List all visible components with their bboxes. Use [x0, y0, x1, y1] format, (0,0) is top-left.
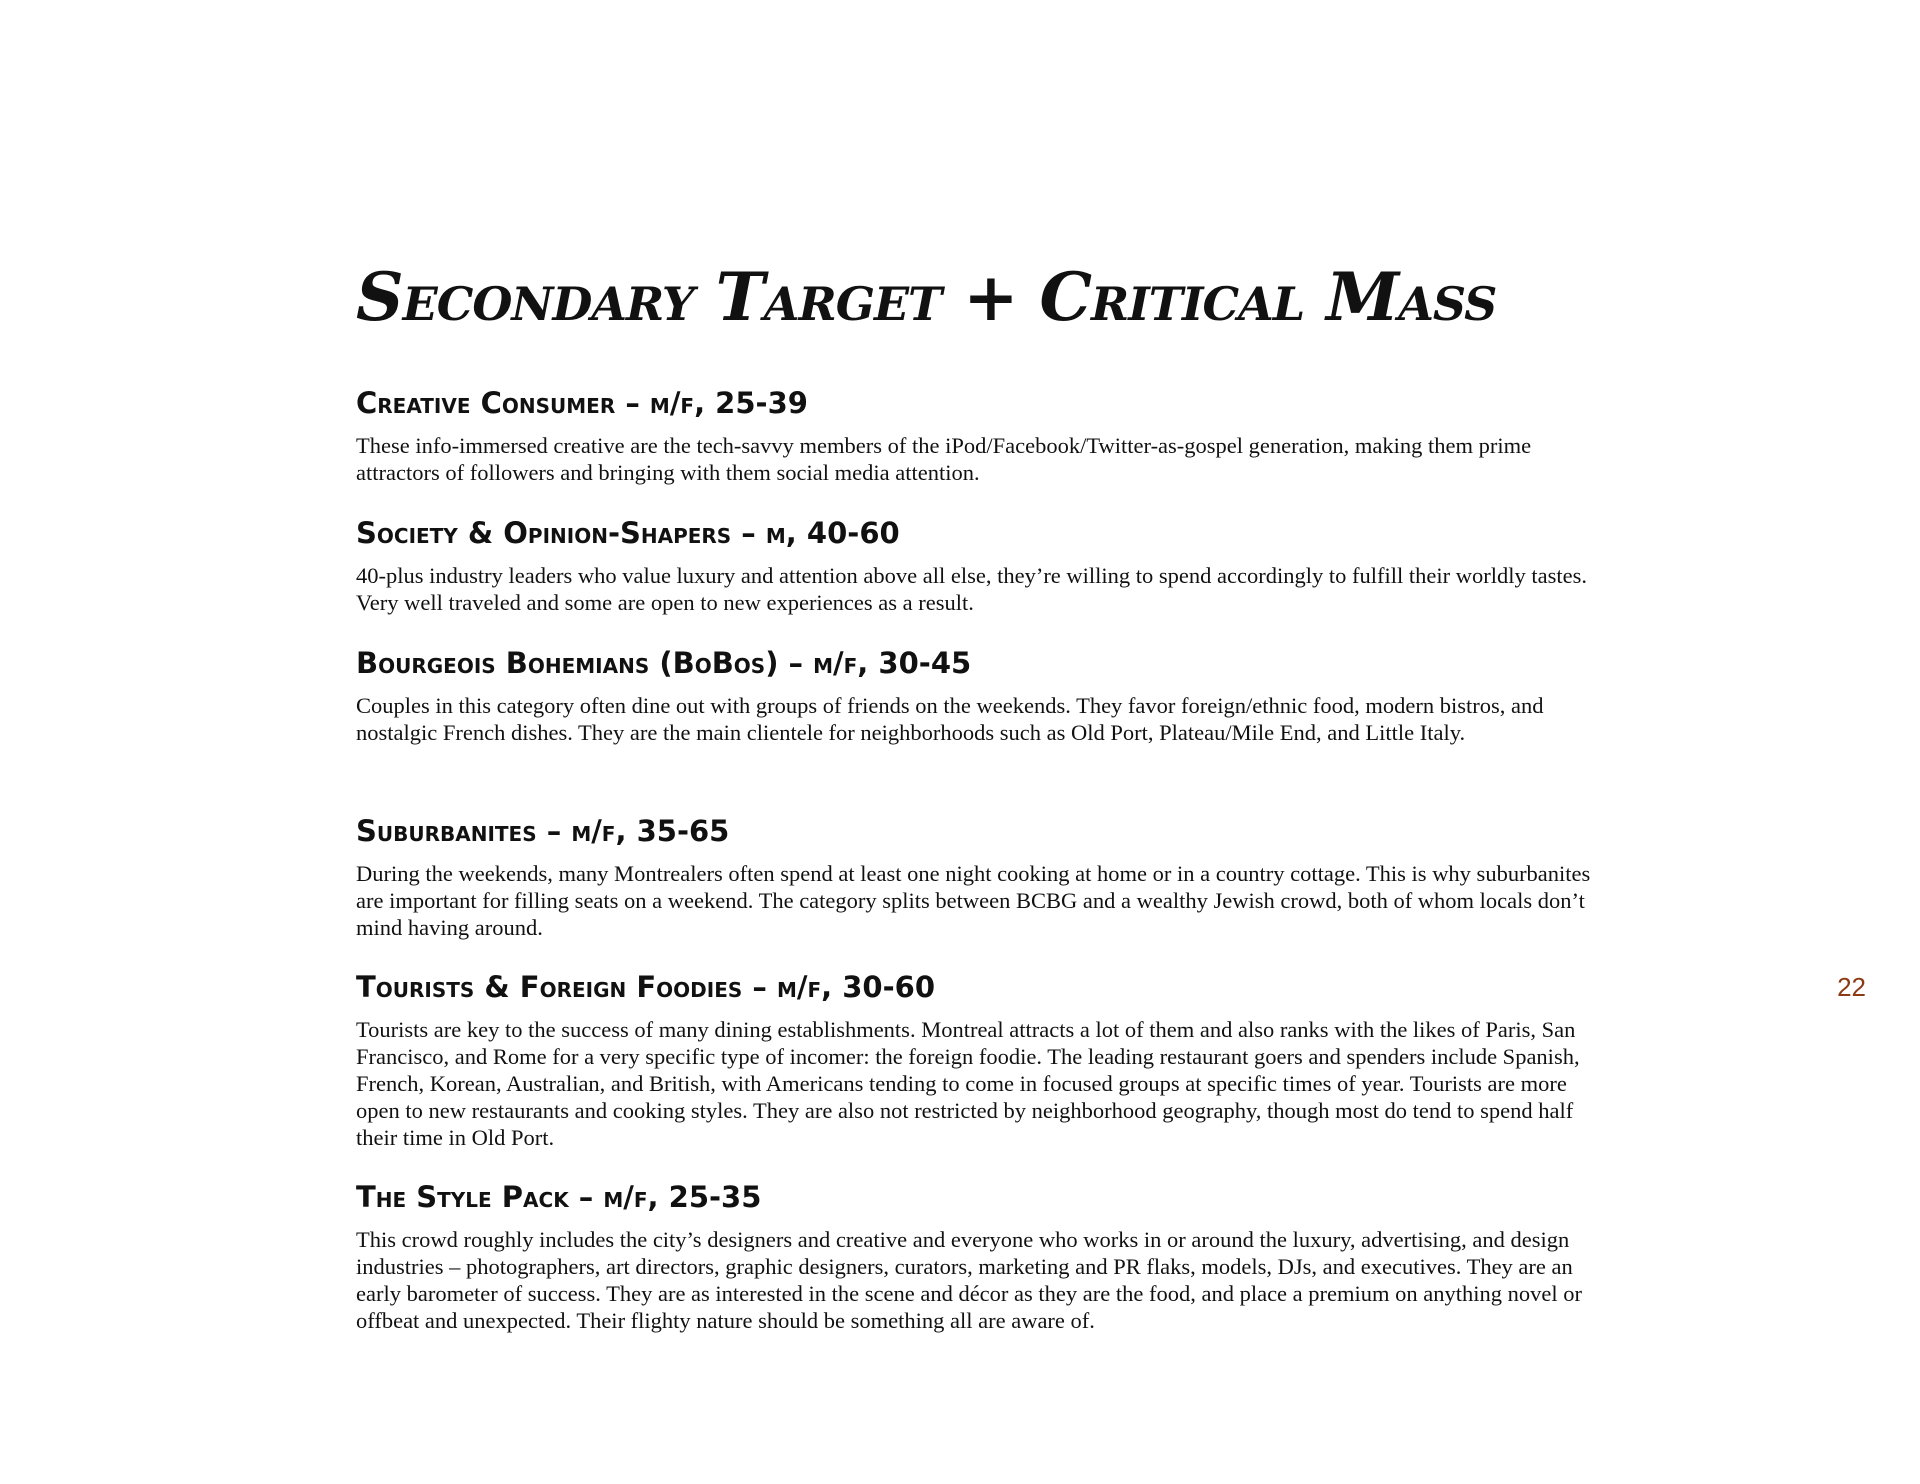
section-bourgeois-bohemians [356, 648, 1596, 746]
section-creative-consumer [356, 388, 1596, 486]
page-number: 22 [1837, 972, 1866, 1002]
section-body: This crowd roughly includes the city’s designers and creative and everyone who works in or around the luxury, advertising, and design industries – photographers, art directors, graphic designers, curators, marketing and PR flaks, models, DJs, and executives. They are an early barometer of success. They are as interested in the scene and décor as they are the food, and place a premium on anything novel or offbeat and unexpected. Their flighty nature should be something all are aware of. [356, 1226, 1582, 1333]
section-society-opinion-shapers [356, 518, 1596, 616]
section-heading: The Style Pack – m/f, 25-35 [356, 1180, 762, 1214]
section-body: These info-immersed creative are the tech-savvy members of the iPod/Facebook/Twitter-as-gospel generation, making them prime attractors of followers and bringing with them social media attention. [356, 432, 1532, 485]
section-body: 40-plus industry leaders who value luxury and attention above all else, they’re willing to spend accordingly to fulfill their worldly tastes. Very well traveled and some are open to new experiences as a result. [356, 562, 1587, 615]
section-body: Tourists are key to the success of many dining establishments. Montreal attracts a lot of them and also ranks with the likes of Paris, San Francisco, and Rome for a very specific type of incomer: the foreign foodie. The leading restaurant goers and spenders include Spanish, French, Korean, Australian, and British, with Americans tending to come in focused groups at specific times of year. Tourists are more open to new restaurants and cooking styles. They are also not restricted by neighborhood geography, though most do tend to spend half their time in Old Port. [356, 1016, 1580, 1150]
page-title: Secondary Target + Critical Mass [356, 258, 1497, 336]
section-style-pack [356, 1182, 1596, 1334]
section-heading: Creative Consumer – m/f, 25-39 [356, 386, 808, 420]
section-suburbanites [356, 816, 1596, 941]
section-body: Couples in this category often dine out with groups of friends on the weekends. They favor foreign/ethnic food, modern bistros, and nostalgic French dishes. They are the main clientele for neighborhoods such as Old Port, Plateau/Mile End, and Little Italy. [356, 692, 1544, 745]
section-tourists-foreign-foodies [356, 972, 1596, 1151]
section-heading: Society & Opinion-Shapers – m, 40-60 [356, 516, 900, 550]
section-heading: Suburbanites – m/f, 35-65 [356, 814, 730, 848]
section-body: During the weekends, many Montrealers often spend at least one night cooking at home or in a country cottage. This is why suburbanites are important for filling seats on a weekend. The category splits between BCBG and a wealthy Jewish crowd, both of whom locals don’t mind having around. [356, 860, 1591, 940]
section-heading: Tourists & Foreign Foodies – m/f, 30-60 [356, 970, 935, 1004]
section-heading: Bourgeois Bohemians (BoBos) – m/f, 30-45 [356, 646, 972, 680]
